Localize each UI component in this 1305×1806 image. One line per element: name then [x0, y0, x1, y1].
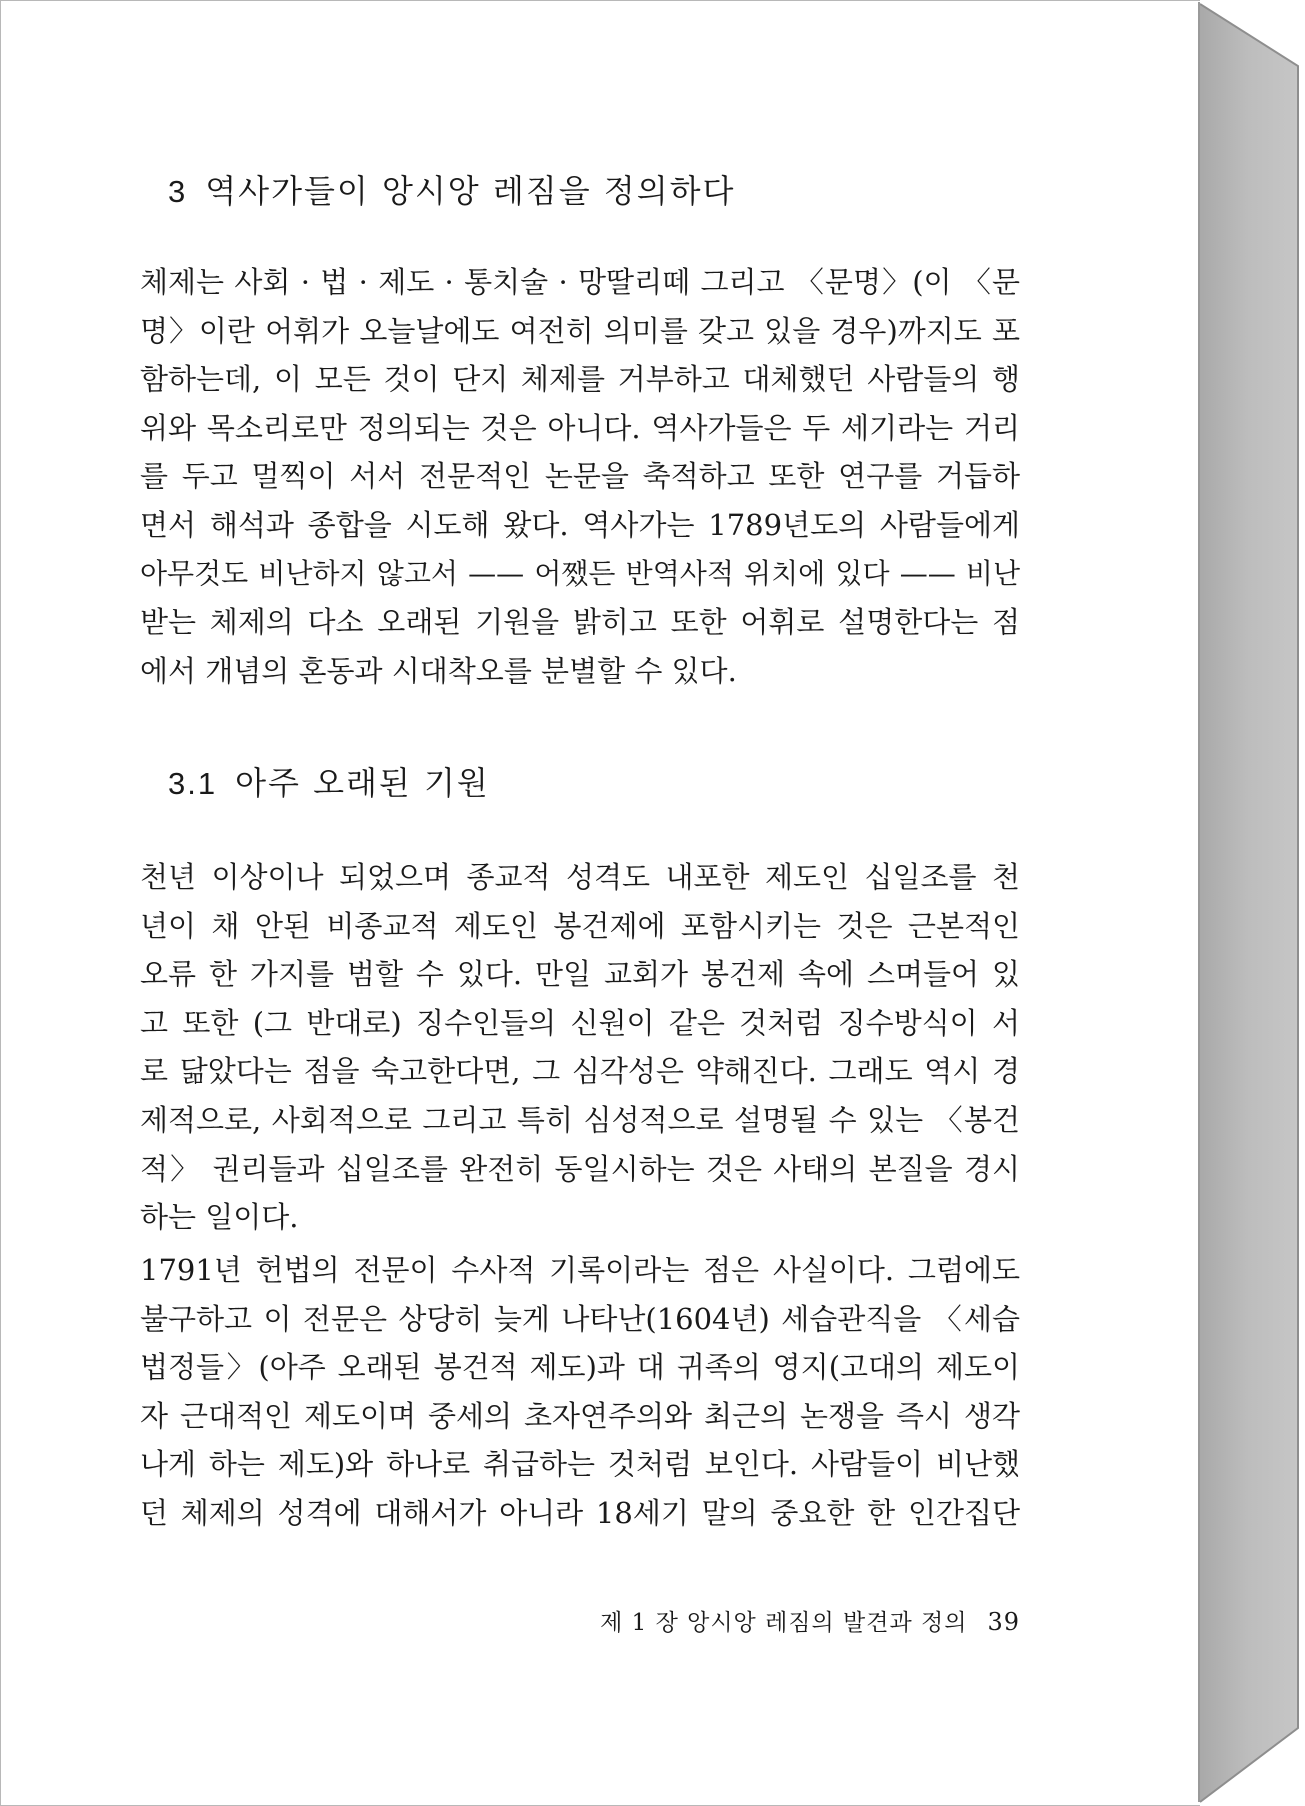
text-line: 던 체제의 성격에 대해서가 아니라 18세기 말의 중요한 한 인간집단: [140, 1495, 1020, 1530]
subsection-number: 3.1: [168, 766, 218, 801]
subsection-title: 아주 오래된 기원: [235, 764, 490, 802]
text-line: 불구하고 이 전문은 상당히 늦게 나타난(1604년) 세습관직을 〈세습: [140, 1301, 1020, 1336]
text-line: 로 닮았다는 점을 숙고한다면, 그 심각성은 약해진다. 그래도 역시 경: [140, 1054, 1020, 1089]
text-line: 오류 한 가지를 범할 수 있다. 만일 교회가 봉건제 속에 스며들어 있: [140, 957, 1020, 992]
text-line: 천년 이상이나 되었으며 종교적 성격도 내포한 제도인 십일조를 천: [140, 860, 1020, 894]
text-line: 년이 채 안된 비종교적 제도인 봉건제에 포함시키는 것은 근본적인: [140, 908, 1020, 943]
text-line: 에서 개념의 혼동과 시대착오를 분별할 수 있다.: [140, 653, 737, 688]
text-line: 면서 해석과 종합을 시도해 왔다. 역사가는 1789년도의 사람들에게: [140, 507, 1020, 542]
text-line: 법정들〉(아주 오래된 봉건적 제도)과 대 귀족의 영지(고대의 제도이: [140, 1350, 1020, 1385]
text-line: 를 두고 멀찍이 서서 전문적인 논문을 축적하고 또한 연구를 거듭하: [140, 459, 1020, 494]
text-line: 제적으로, 사회적으로 그리고 특히 심성적으로 설명될 수 있는 〈봉건: [140, 1102, 1020, 1137]
section-number: 3: [168, 174, 188, 209]
paragraph-3: [140, 1246, 1020, 1538]
section-heading: [168, 166, 735, 212]
page-footer: [600, 1604, 1020, 1637]
paragraph-2: [140, 853, 1020, 1242]
text-line: 하는 일이다.: [140, 1200, 299, 1235]
text-line: 1791년 헌법의 전문이 수사적 기록이라는 점은 사실이다. 그럼에도: [140, 1253, 1020, 1287]
text-line: 받는 체제의 다소 오래된 기원을 밝히고 또한 어휘로 설명한다는 점: [140, 605, 1020, 640]
text-line: 적〉 권리들과 십일조를 완전히 동일시하는 것은 사태의 본질을 경시: [140, 1151, 1020, 1186]
section-title: 역사가들이 앙시앙 레짐을 정의하다: [205, 172, 736, 210]
text-line: 위와 목소리로만 정의되는 것은 아니다. 역사가들은 두 세기라는 거리: [140, 410, 1020, 445]
text-line: 체제는 사회 · 법 · 제도 · 통치술 · 망딸리떼 그리고 〈문명〉(이 〈문: [140, 265, 1020, 299]
text-line: 명〉이란 어휘가 오늘날에도 여전히 의미를 갖고 있을 경우)까지도 포: [140, 313, 1020, 348]
text-line: 나게 하는 제도)와 하나로 취급하는 것처럼 보인다. 사람들이 비난했: [140, 1447, 1020, 1482]
text-line: 아무것도 비난하지 않고서 —— 어쨌든 반역사적 위치에 있다 —— 비난: [140, 556, 1020, 590]
page-number: 39: [987, 1608, 1020, 1636]
text-line: 자 근대적인 제도이며 중세의 초자연주의와 최근의 논쟁을 즉시 생각: [140, 1398, 1020, 1433]
paragraph-1: [140, 258, 1020, 695]
text-line: 고 또한 (그 반대로) 징수인들의 신원이 같은 것처럼 징수방식이 서: [140, 1005, 1020, 1040]
text-line: 함하는데, 이 모든 것이 단지 체제를 거부하고 대체했던 사람들의 행: [140, 362, 1020, 397]
subsection-heading: [168, 758, 490, 804]
book-page-edge: [1200, 0, 1305, 1806]
running-footer-chapter: 제 1 장 앙시앙 레짐의 발견과 정의: [600, 1610, 968, 1636]
